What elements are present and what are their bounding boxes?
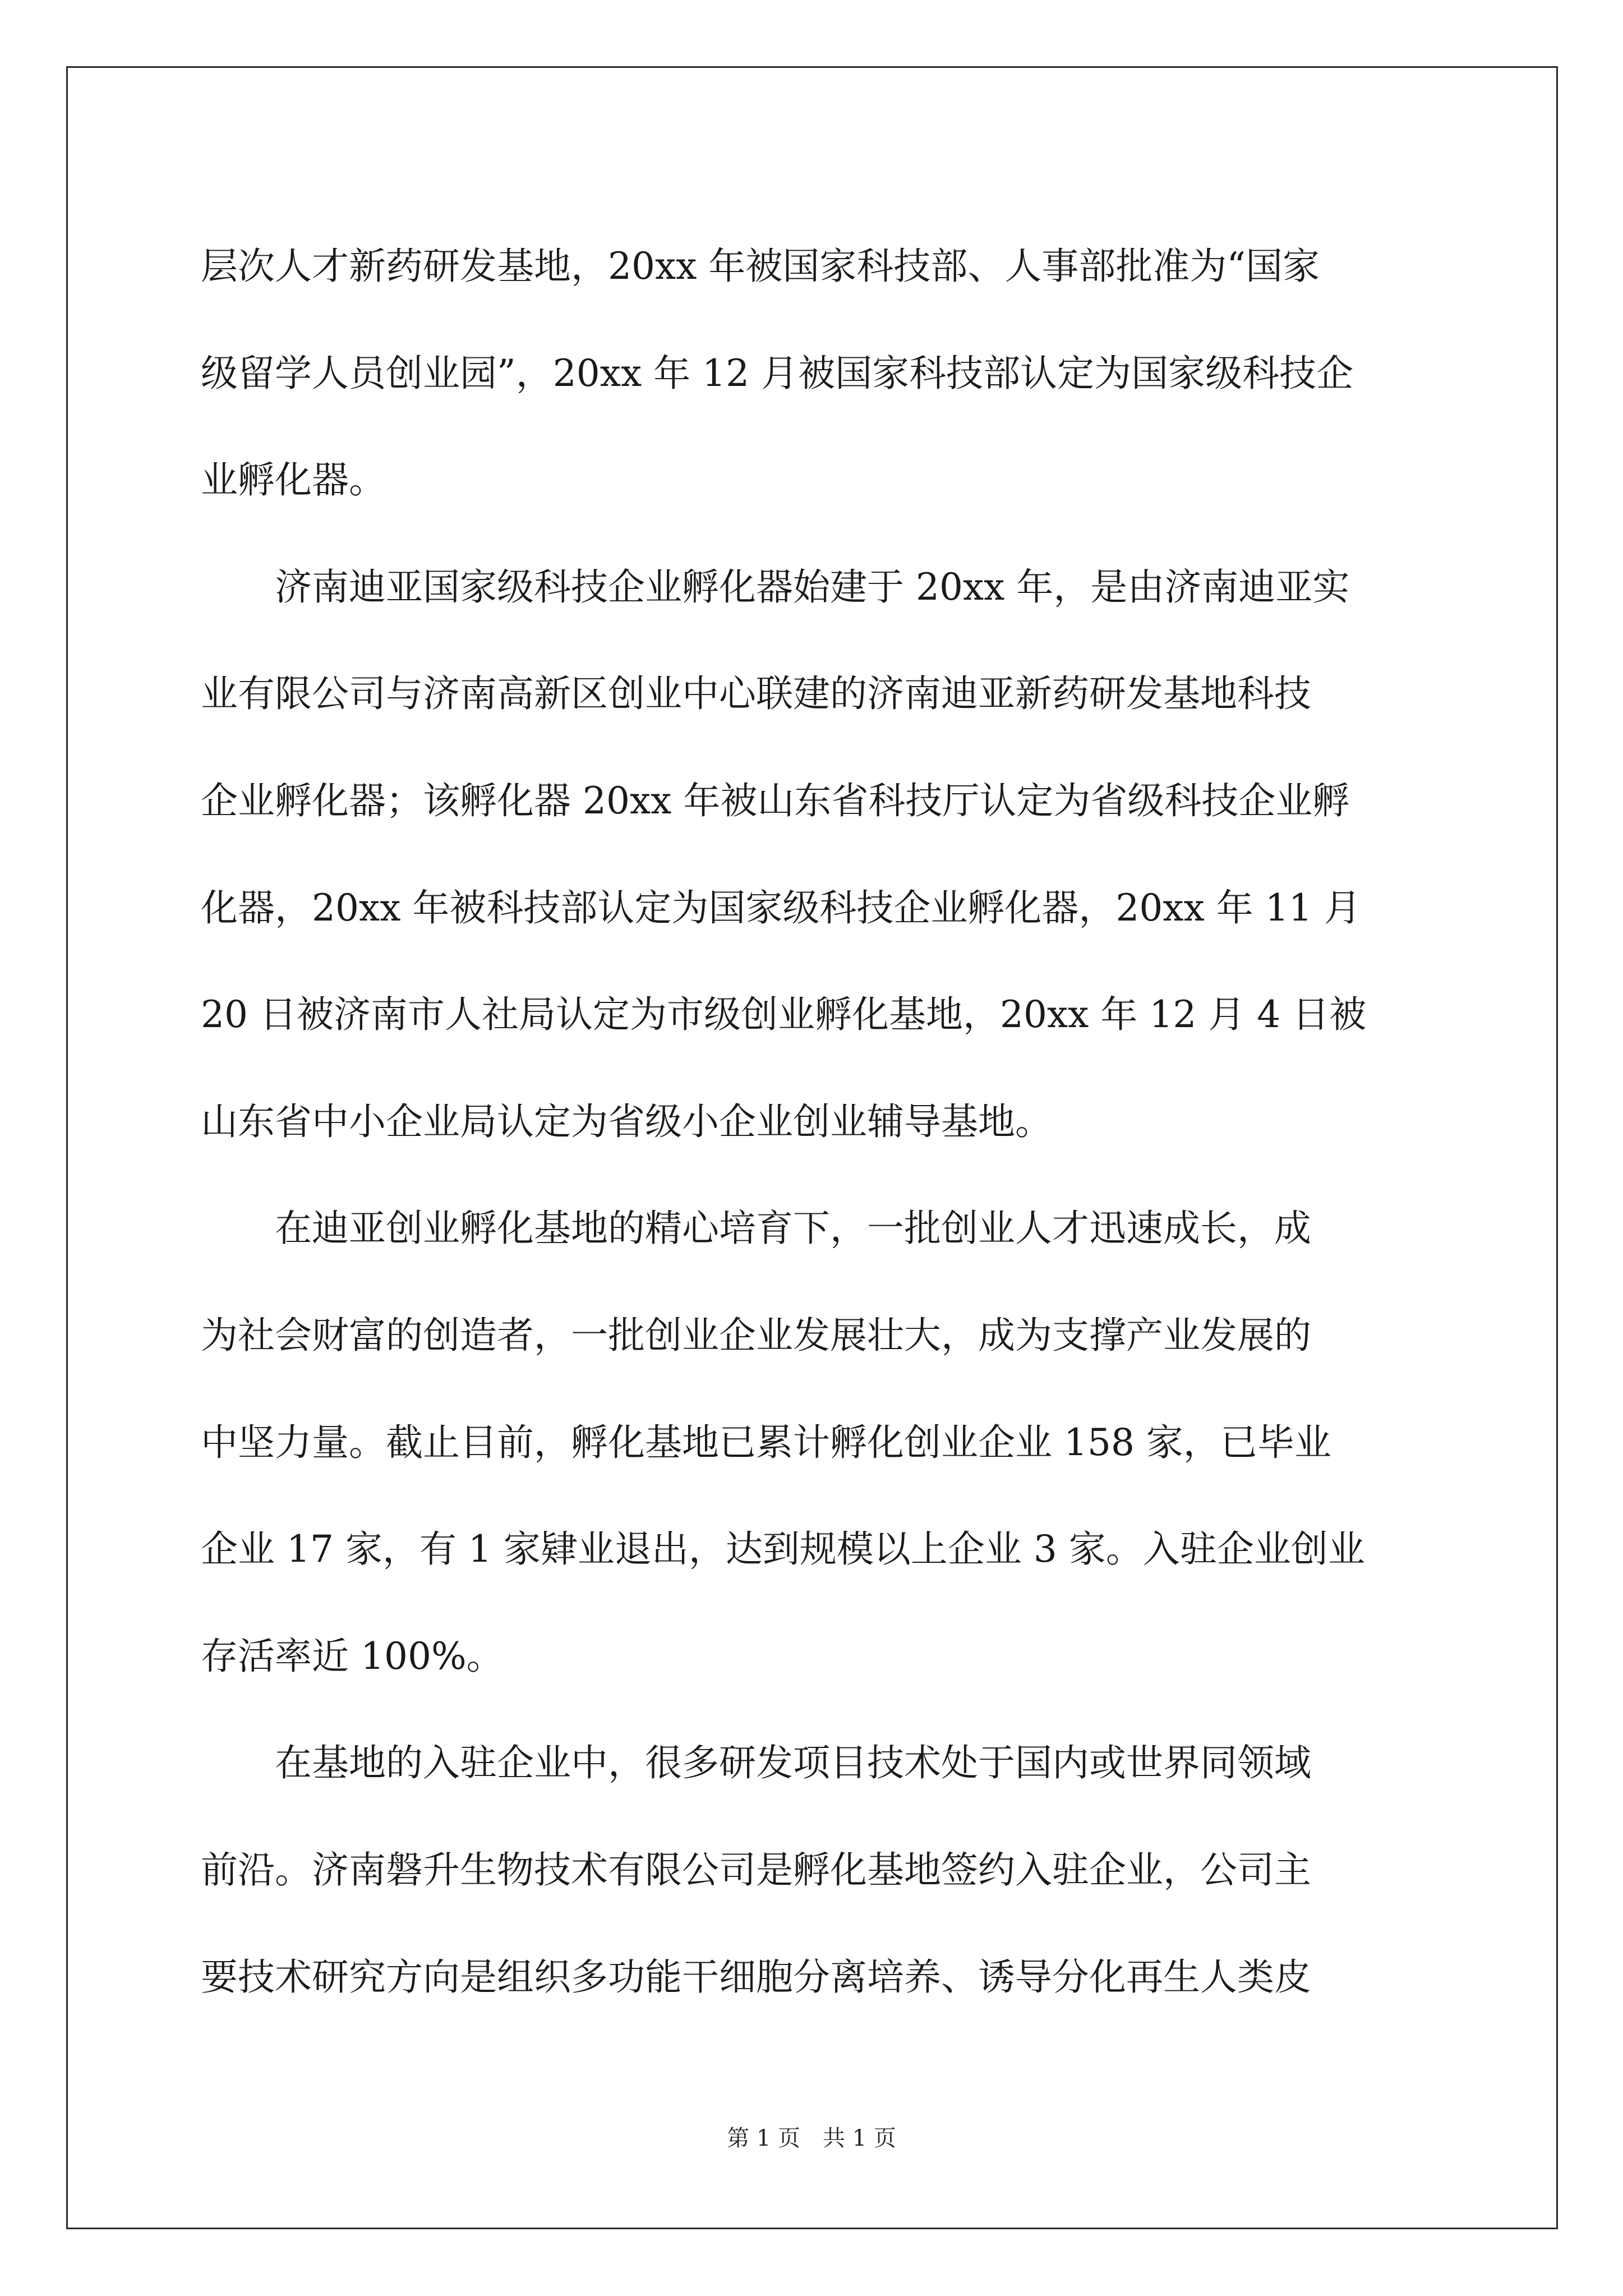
text-line: 业孵化器。 — [201, 458, 386, 502]
text-line: 级留学人员创业园”，20xx 年 12 月被国家科技部认定为国家级科技企 — [201, 351, 1354, 395]
text-line: 化器，20xx 年被科技部认定为国家级科技企业孵化器，20xx 年 11 月 — [201, 886, 1361, 930]
text-line: 在基地的入驻企业中，很多研发项目技术处于国内或世界同领域 — [201, 1741, 1311, 1785]
paragraph-2 — [201, 534, 1423, 1176]
text-line: 中坚力量。截止目前，孵化基地已累计孵化创业企业 158 家，已毕业 — [201, 1420, 1331, 1464]
text-line: 山东省中小企业局认定为省级小企业创业辅导基地。 — [201, 1099, 1052, 1143]
paragraph-3 — [201, 1175, 1423, 1710]
text-line: 济南迪亚国家级科技企业孵化器始建于 20xx 年，是由济南迪亚实 — [201, 565, 1350, 609]
text-line: 业有限公司与济南高新区创业中心联建的济南迪亚新药研发基地科技 — [201, 672, 1311, 716]
text-line: 层次人才新药研发基地，20xx 年被国家科技部、人事部批准为“国家 — [201, 245, 1320, 288]
paragraph-4 — [201, 1710, 1423, 2031]
text-line: 要技术研究方向是组织多功能干细胞分离培养、诱导分化再生人类皮 — [201, 1955, 1311, 1999]
text-line: 企业 17 家，有 1 家肄业退出，达到规模以上企业 3 家。入驻企业创业 — [201, 1527, 1365, 1571]
text-line: 企业孵化器；该孵化器 20xx 年被山东省科技厅认定为省级科技企业孵 — [201, 779, 1350, 822]
document-body — [201, 213, 1423, 2031]
text-line: 20 日被济南市人社局认定为市级创业孵化基地，20xx 年 12 月 4 日被 — [201, 993, 1367, 1037]
text-line: 为社会财富的创造者，一批创业企业发展壮大，成为支撑产业发展的 — [201, 1313, 1311, 1357]
paragraph-1 — [201, 213, 1423, 534]
text-line: 在迪亚创业孵化基地的精心培育下，一批创业人才迅速成长，成 — [201, 1207, 1311, 1250]
text-line: 前沿。济南磐升生物技术有限公司是孵化基地签约入驻企业，公司主 — [201, 1848, 1311, 1892]
page-number-footer: 第 1 页 共 1 页 — [727, 2125, 896, 2151]
text-line: 存活率近 100%。 — [201, 1634, 504, 1678]
